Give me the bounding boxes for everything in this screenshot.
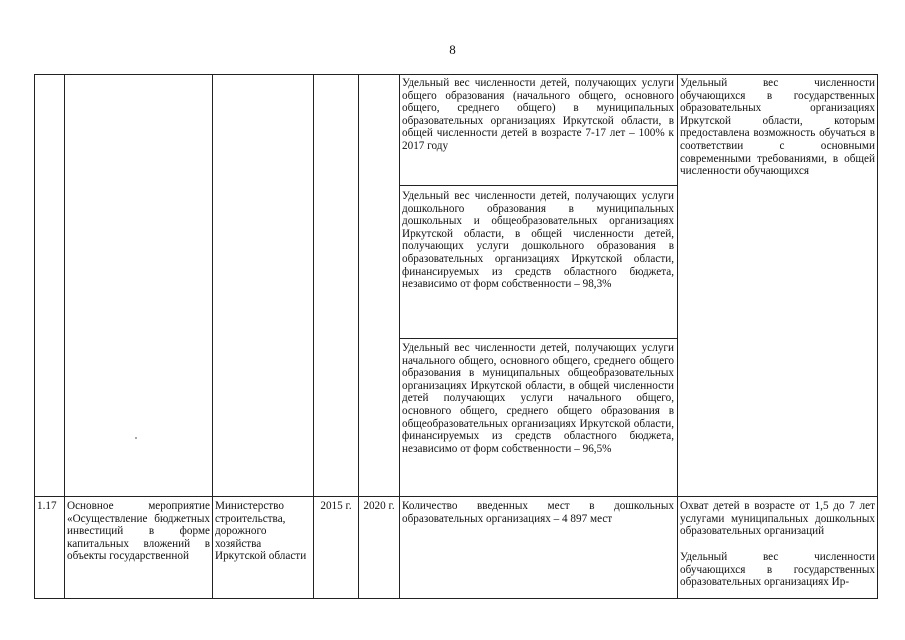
- start-year: 2015 г.: [320, 500, 352, 512]
- col-border-2: [212, 74, 213, 599]
- col-border-1: [64, 74, 65, 599]
- col-border-0: [34, 74, 35, 599]
- scan-speck: [135, 437, 137, 439]
- activity-name: Основное мероприятие «Осуществление бюджетных инвестиций в форме капитальных вложений в объекты государственной: [67, 500, 210, 563]
- target-indicator-state-schools: Удельный вес численности обучающихся в государственных образовательных организациях Иркутской области, которым предоставлена возможность обучаться в соответствии с основными современными требованиями, в общей численности обучающихся: [680, 77, 875, 178]
- indicator-school-share: Удельный вес численности детей, получающих услуги начального общего, основного общего, среднего общего образования в муниципальных общеобразовательных организациях Иркутской области, в общей численности детей получающих услуги начального общего, основного общего, среднего общего образования в общеобразовательных организациях Иркутской области, финансируемых из средств областного бюджета, независимо от форм собственности – 96,5%: [402, 342, 674, 455]
- table-bottom-border: [34, 598, 877, 599]
- col-border-6: [677, 74, 678, 599]
- executor-name: Министерство строительства, дорожного хозяйства Иркутской области: [215, 500, 307, 563]
- indicator-divider-1: [399, 185, 677, 186]
- target-indicator-state-schools-2: Удельный вес численности обучающихся в государственных образовательных организациях Ир-: [680, 551, 875, 589]
- indicator-general-education: Удельный вес численности детей, получающих услуги общего образования (начального общего, основного общего, среднего общего) в муниципальных образовательных организациях Иркутской области, в общей численности детей в возрасте 7-17 лет – 100% к 2017 году: [402, 77, 674, 152]
- row-divider: [34, 496, 877, 497]
- row-number: 1.17: [37, 500, 57, 512]
- indicator-divider-2: [399, 338, 677, 339]
- indicator-preschool-share: Удельный вес численности детей, получающих услуги дошкольного образования в муниципальных дошкольных и общеобразовательных организациях Иркутской области, в общей численности детей, получающих услуги дошкольного образования в образовательных организациях Иркутской области, финансируемых из средств областного бюджета, независимо от форм собственности – 98,3%: [402, 190, 674, 291]
- col-border-3: [313, 74, 314, 599]
- indicator-new-places: Количество введенных мест в дошкольных образовательных организациях – 4 897 мест: [402, 500, 674, 525]
- page-number: 8: [449, 42, 456, 57]
- target-indicator-coverage: Охват детей в возрасте от 1,5 до 7 лет услугами муниципальных дошкольных образовательных организаций: [680, 500, 875, 538]
- end-year: 2020 г.: [363, 500, 395, 512]
- col-border-7: [877, 74, 878, 599]
- col-border-5: [399, 74, 400, 599]
- table-top-border: [34, 74, 877, 75]
- col-border-4: [358, 74, 359, 599]
